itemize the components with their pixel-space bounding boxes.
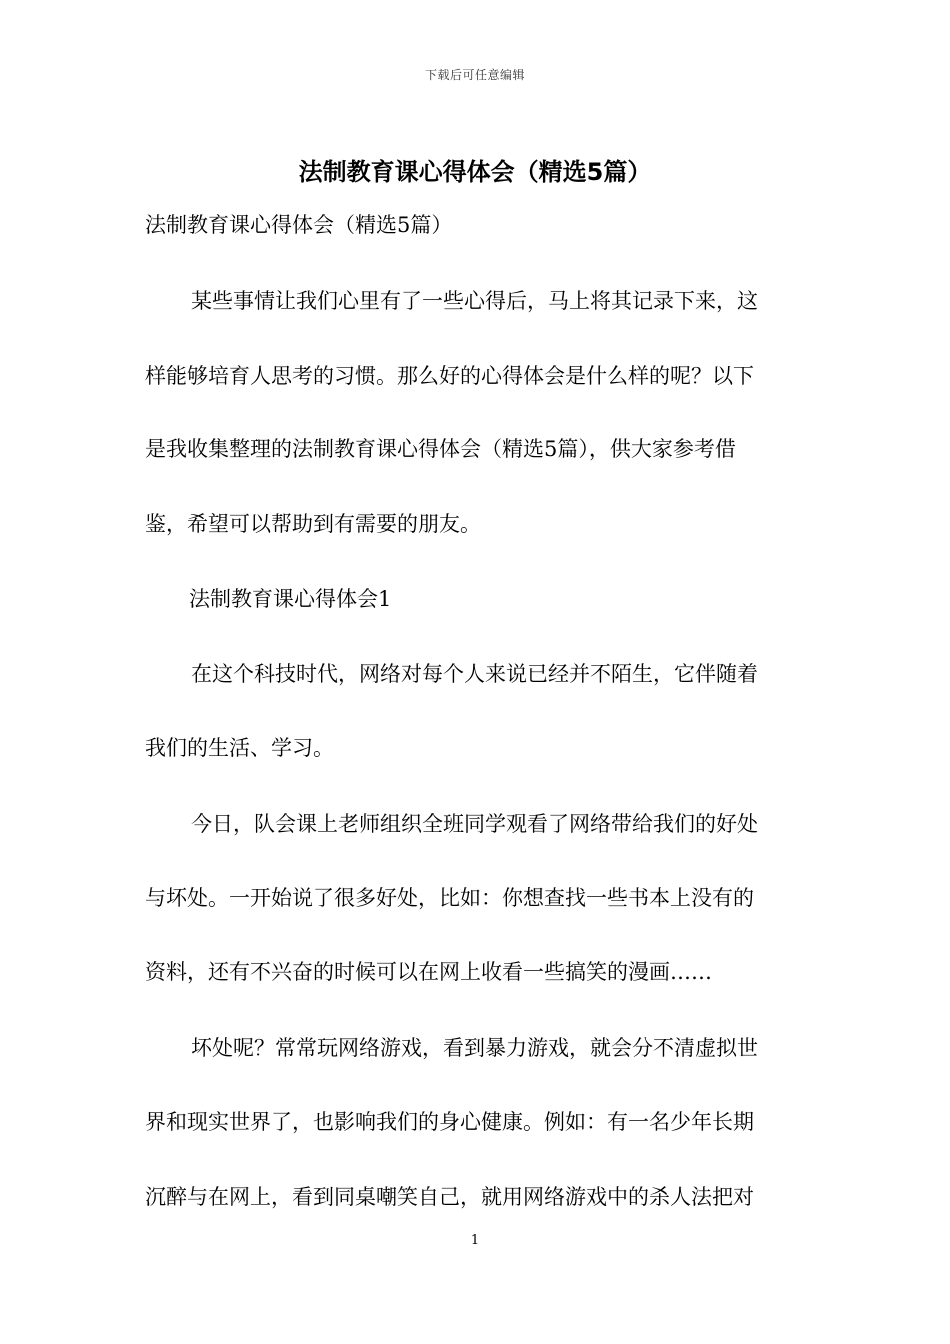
paragraph-line: 今日，队会课上老师组织全班同学观看了网络带给我们的好处 <box>191 812 758 836</box>
paragraph-line: 我们的生活、学习。 <box>145 736 334 760</box>
paragraph-line: 样能够培育人思考的习惯。那么好的心得体会是什么样的呢？以下 <box>145 364 754 388</box>
paragraph-line: 与坏处。一开始说了很多好处，比如：你想查找一些书本上没有的 <box>145 886 754 910</box>
section-heading: 法制教育课心得体会1 <box>189 587 392 611</box>
paragraph-line: 界和现实世界了，也影响我们的身心健康。例如：有一名少年长期 <box>145 1110 754 1134</box>
paragraph-line: 沉醉与在网上，看到同桌嘲笑自己，就用网络游戏中的杀人法把对 <box>145 1185 754 1209</box>
paragraph-line: 坏处呢？常常玩网络游戏，看到暴力游戏，就会分不清虚拟世 <box>191 1036 758 1060</box>
paragraph-line: 某些事情让我们心里有了一些心得后，马上将其记录下来，这 <box>191 289 758 313</box>
document-title: 法制教育课心得体会（精选5篇） <box>298 158 652 186</box>
subtitle-line: 法制教育课心得体会（精选5篇） <box>145 213 453 237</box>
paragraph-line: 在这个科技时代，网络对每个人来说已经并不陌生，它伴随着 <box>191 662 758 686</box>
paragraph-line: 资料，还有不兴奋的时候可以在网上收看一些搞笑的漫画…… <box>145 960 712 984</box>
page-number: 1 <box>470 1233 480 1248</box>
paragraph-line: 鉴，希望可以帮助到有需要的朋友。 <box>145 512 481 536</box>
page-header-note: 下载后可任意编辑 <box>424 68 525 82</box>
paragraph-line: 是我收集整理的法制教育课心得体会（精选5篇），供大家参考借 <box>145 437 736 461</box>
